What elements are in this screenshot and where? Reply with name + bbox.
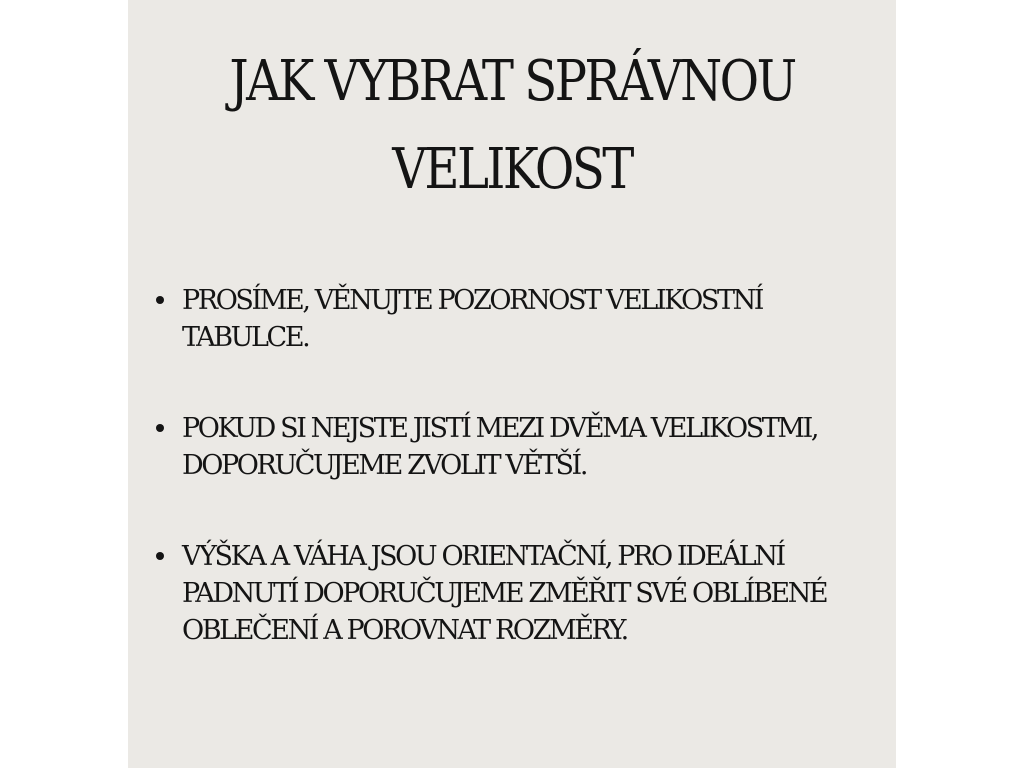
size-guide-panel [128, 0, 896, 768]
bullet-icon [156, 296, 164, 304]
list-item-measure-clothes [150, 538, 890, 649]
list-item-choose-larger [150, 410, 890, 484]
size-tips-list [150, 282, 890, 703]
list-item-text: VÝŠKA A VÁHA JSOU ORIENTAČNÍ, PRO IDEÁLNÍ PADNUTÍ DOPORUČUJEME ZMĚŘIT SVÉ OBLÍBENÉ OBLEČENÍ A POROVNAT ROZMĚRY. [182, 541, 827, 646]
bullet-icon [156, 424, 164, 432]
list-item-size-chart [150, 282, 890, 356]
page-title [182, 38, 842, 214]
title-line-1: JAK VYBRAT SPRÁVNOU [229, 49, 795, 114]
list-item-text: PROSÍME, VĚNUJTE POZORNOST VELIKOSTNÍ TABULCE. [182, 285, 763, 353]
title-line-2: VELIKOST [392, 137, 632, 202]
bullet-icon [156, 552, 164, 560]
list-item-text: POKUD SI NEJSTE JISTÍ MEZI DVĚMA VELIKOSTMI, DOPORUČUJEME ZVOLIT VĚTŠÍ. [182, 413, 818, 481]
